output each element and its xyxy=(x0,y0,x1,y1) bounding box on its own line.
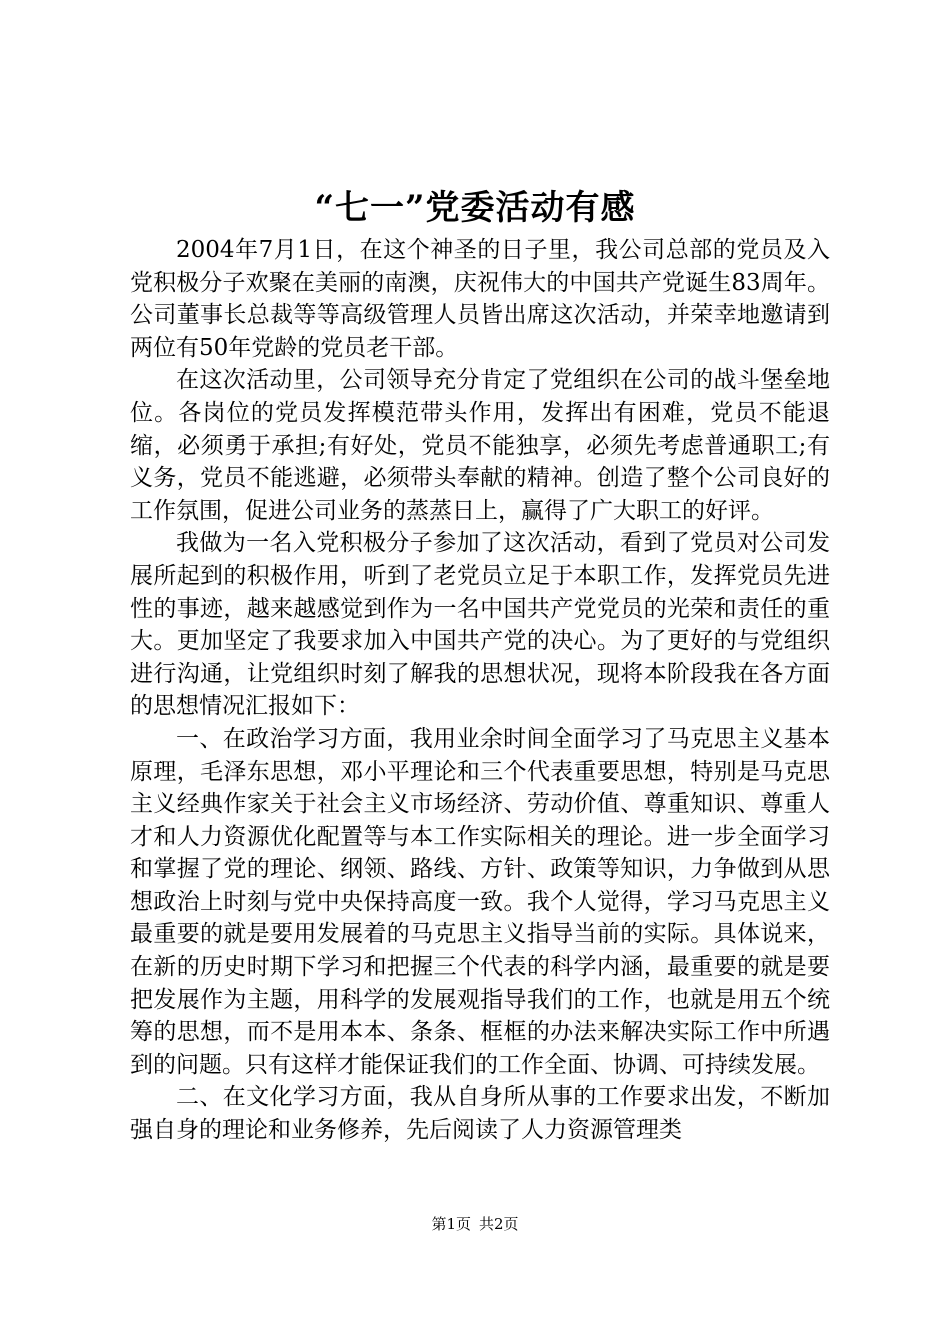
paragraph-5: 二、在文化学习方面，我从自身所从事的工作要求出发，不断加强自身的理论和业务修养，先后阅读了人力资源管理类 xyxy=(130,1084,830,1144)
paragraph-3: 我做为一名入党积极分子参加了这次活动，看到了党员对公司发展所起到的积极作用，听到了老党员立足于本职工作，发挥党员先进性的事迹，越来越感觉到作为一名中国共产党党员的光荣和责任的重大。更加坚定了我要求加入中国共产党的决心。为了更好的与党组织进行沟通，让党组织时刻了解我的思想状况，现将本阶段我在各方面的思想情况汇报如下： xyxy=(130,530,830,720)
document-body xyxy=(130,234,830,1147)
paragraph-1: 2004年7月1日，在这个神圣的日子里，我公司总部的党员及入党积极分子欢聚在美丽的南澳，庆祝伟大的中国共产党诞生83周年。公司董事长总裁等等高级管理人员皆出席这次活动，并荣幸地邀请到两位有50年党龄的党员老干部。 xyxy=(130,237,830,361)
document-title: “七一”党委活动有感 xyxy=(314,188,636,228)
page-number: 第1页 xyxy=(431,1215,471,1233)
page-total: 共2页 xyxy=(479,1215,519,1233)
page-footer xyxy=(0,1214,950,1234)
paragraph-4: 一、在政治学习方面，我用业余时间全面学习了马克思主义基本原理，毛泽东思想，邓小平理论和三个代表重要思想，特别是马克思主义经典作家关于社会主义市场经济、劳动价值、尊重知识、尊重人才和人力资源优化配置等与本工作实际相关的理论。进一步全面学习和掌握了党的理论、纲领、路线、方针、政策等知识，力争做到从思想政治上时刻与党中央保持高度一致。我个人觉得，学习马克思主义最重要的就是要用发展着的马克思主义指导当前的实际。具体说来，在新的历史时期下学习和把握三个代表的科学内涵，最重要的就是要把发展作为主题，用科学的发展观指导我们的工作，也就是用五个统筹的思想，而不是用本本、条条、框框的办法来解决实际工作中所遇到的问题。只有这样才能保证我们的工作全面、协调、可持续发展。 xyxy=(130,725,830,1078)
paragraph-2: 在这次活动里，公司领导充分肯定了党组织在公司的战斗堡垒地位。各岗位的党员发挥模范带头作用，发挥出有困难，党员不能退缩，必须勇于承担;有好处，党员不能独享，必须先考虑普通职工;有义务，党员不能逃避，必须带头奉献的精神。创造了整个公司良好的工作氛围，促进公司业务的蒸蒸日上，赢得了广大职工的好评。 xyxy=(130,367,830,524)
